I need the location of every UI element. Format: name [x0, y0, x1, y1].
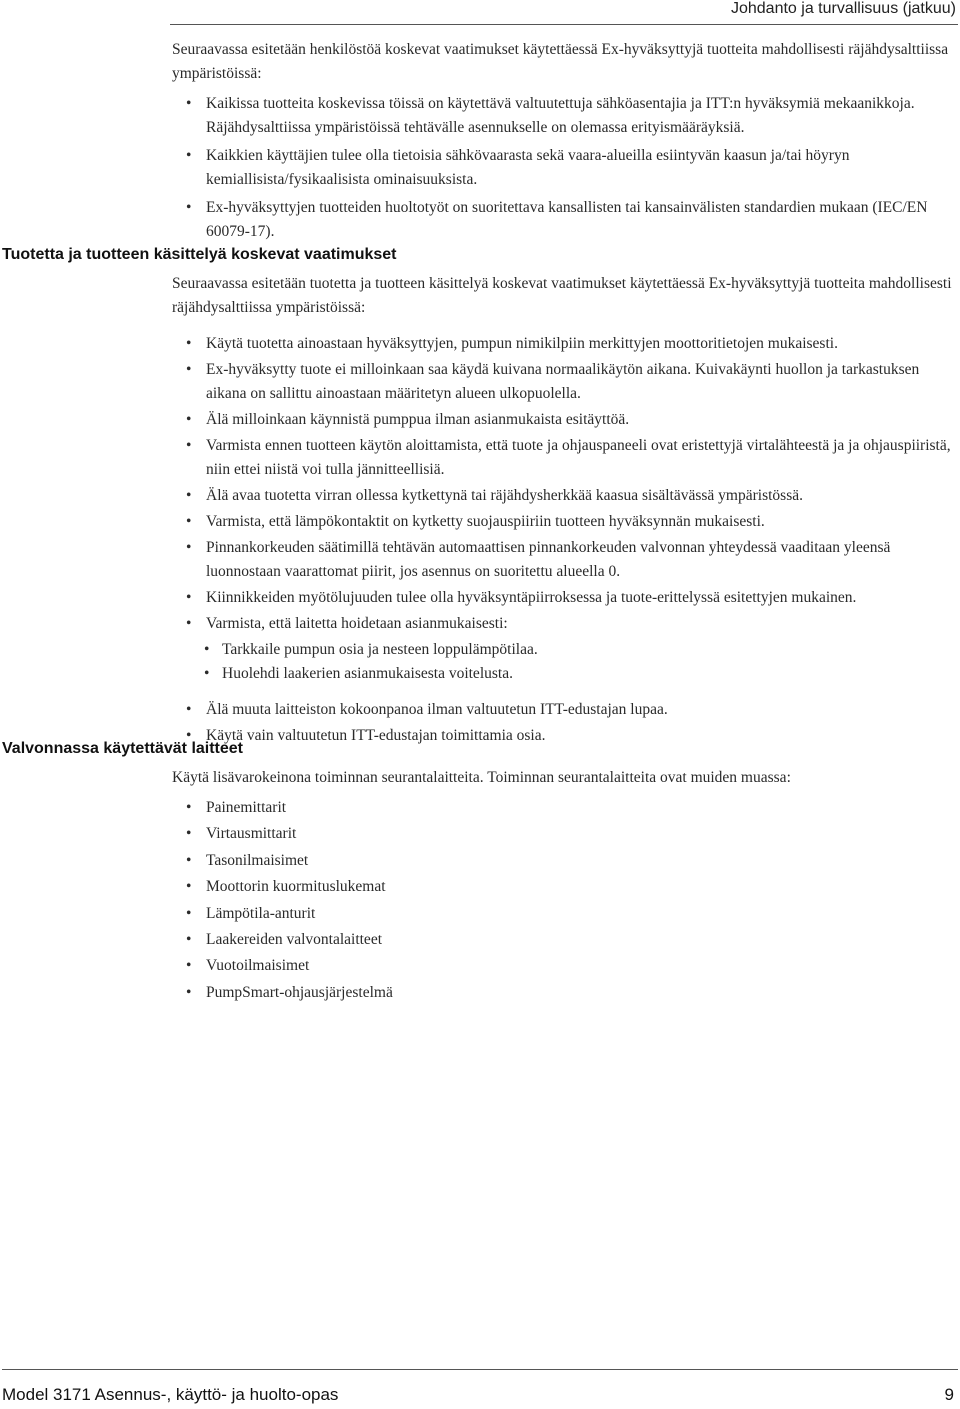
list-item: • Ex-hyväksyttyjen tuotteiden huoltotyöt on suoritettava kansallisten tai kansainvälisten standardien mukaan (IEC/EN 60079-17).: [172, 196, 954, 244]
list-item: [172, 612, 954, 636]
list-item: • Älä milloinkaan käynnistä pumppua ilman asianmukaista esitäyttöä.: [172, 408, 954, 432]
monitoring-intro-text: Käytä lisävarokeinona toiminnan seurantalaitteita. Toiminnan seurantalaitteita ovat muiden muassa:: [172, 769, 791, 786]
handling-requirements-section: [172, 272, 954, 750]
list-item: • Moottorin kuormituslukemat: [172, 875, 954, 899]
list-item: • Varmista ennen tuotteen käytön aloittamista, että tuote ja ohjauspaneeli ovat eristettyjä virtalähteestä ja ja ohjauspiiristä, niin ettei niistä voi tulla jännitteellisiä.: [172, 434, 954, 482]
list-item: • Käytä tuotetta ainoastaan hyväksyttyjen, pumpun nimikilpiin merkittyjen moottoritietojen mukaisesti.: [172, 332, 954, 356]
monitoring-equipment-section: [172, 766, 954, 1007]
header-divider: [170, 24, 958, 25]
list-item: • Tasonilmaisimet: [172, 849, 954, 873]
personnel-requirements-list: [172, 92, 954, 244]
section-heading-monitoring: Valvonnassa käytettävät laitteet: [2, 740, 244, 757]
list-item: • Älä muuta laitteiston kokoonpanoa ilman valtuutetun ITT-edustajan lupaa.: [172, 698, 954, 722]
list-item: • Ex-hyväksytty tuote ei milloinkaan saa käydä kuivana normaalikäytön aikana. Kuivakäynti huollon ja tarkastuksen aikana on sallittu ainoastaan määritetyn alueen ulkopuolella.: [172, 358, 954, 406]
footer-divider: [2, 1369, 958, 1370]
list-item: • Lämpötila-anturit: [172, 902, 954, 926]
section-heading-handling: Tuotetta ja tuotteen käsittelyä koskevat vaatimukset: [2, 246, 397, 263]
list-item-text: Varmista, että laitetta hoidetaan asianmukaisesti:: [206, 615, 508, 632]
monitoring-equipment-list: [172, 796, 954, 1005]
list-item: • Kiinnikkeiden myötölujuuden tulee olla hyväksyntäpiirroksessa ja tuote-erittelyssä esitettyjen mukainen.: [172, 586, 954, 610]
handling-intro-text: Seuraavassa esitetään tuotetta ja tuotteen käsittelyä koskevat vaatimukset käytettäessä Ex-hyväksyttyjä tuotteita mahdollisesti räjähdysalttiissa ympäristöissä:: [172, 275, 952, 316]
personnel-intro-text: Seuraavassa esitetään henkilöstöä koskevat vaatimukset käytettäessä Ex-hyväksyttyjä tuotteita mahdollisesti räjähdysalttiissa ympäristöissä:: [172, 41, 949, 82]
sub-list-item: • Huolehdi laakerien asianmukaisesta voitelusta.: [172, 662, 954, 686]
list-item: • Vuotoilmaisimet: [172, 954, 954, 978]
maintenance-sub-list: [172, 638, 954, 686]
sub-list-item: • Tarkkaile pumpun osia ja nesteen loppulämpötilaa.: [172, 638, 954, 662]
list-item: • Painemittarit: [172, 796, 954, 820]
footer-manual-title: Model 3171 Asennus-, käyttö- ja huolto-opas: [2, 1385, 339, 1404]
personnel-requirements-section: [172, 38, 954, 248]
list-item: • Kaikkien käyttäjien tulee olla tietoisia sähkövaarasta sekä vaara-alueilla esiintyvän kaasun ja/tai höyryn kemiallisista/fysikaalisista ominaisuuksista.: [172, 144, 954, 192]
list-item: • Älä avaa tuotetta virran ollessa kytkettynä tai räjähdysherkkää kaasua sisältävässä ympäristössä.: [172, 484, 954, 508]
page-number: 9: [944, 1385, 954, 1404]
running-header: Johdanto ja turvallisuus (jatkuu): [730, 0, 956, 17]
handling-requirements-list: [172, 332, 954, 636]
list-item: • Laakereiden valvontalaitteet: [172, 928, 954, 952]
list-item: • Varmista, että lämpökontaktit on kytketty suojauspiiriin tuotteen hyväksynnän mukaisesti.: [172, 510, 954, 534]
handling-requirements-list-continued: [172, 698, 954, 748]
list-item: • PumpSmart-ohjausjärjestelmä: [172, 981, 954, 1005]
list-item: • Virtausmittarit: [172, 822, 954, 846]
list-item: • Pinnankorkeuden säätimillä tehtävän automaattisen pinnankorkeuden valvonnan yhteydessä vaaditaan yleensä luonnostaan vaarattomat piirit, jos asennus on suoritettu alueella 0.: [172, 536, 954, 584]
list-item: • Käytä vain valtuutetun ITT-edustajan toimittamia osia.: [172, 724, 954, 748]
list-item: • Kaikissa tuotteita koskevissa töissä on käytettävä valtuutettuja sähköasentajia ja ITT:n hyväksymiä mekaanikkoja. Räjähdysalttiissa ympäristöissä tehtävälle asennukselle on olemassa erityismääräyksiä.: [172, 92, 954, 140]
